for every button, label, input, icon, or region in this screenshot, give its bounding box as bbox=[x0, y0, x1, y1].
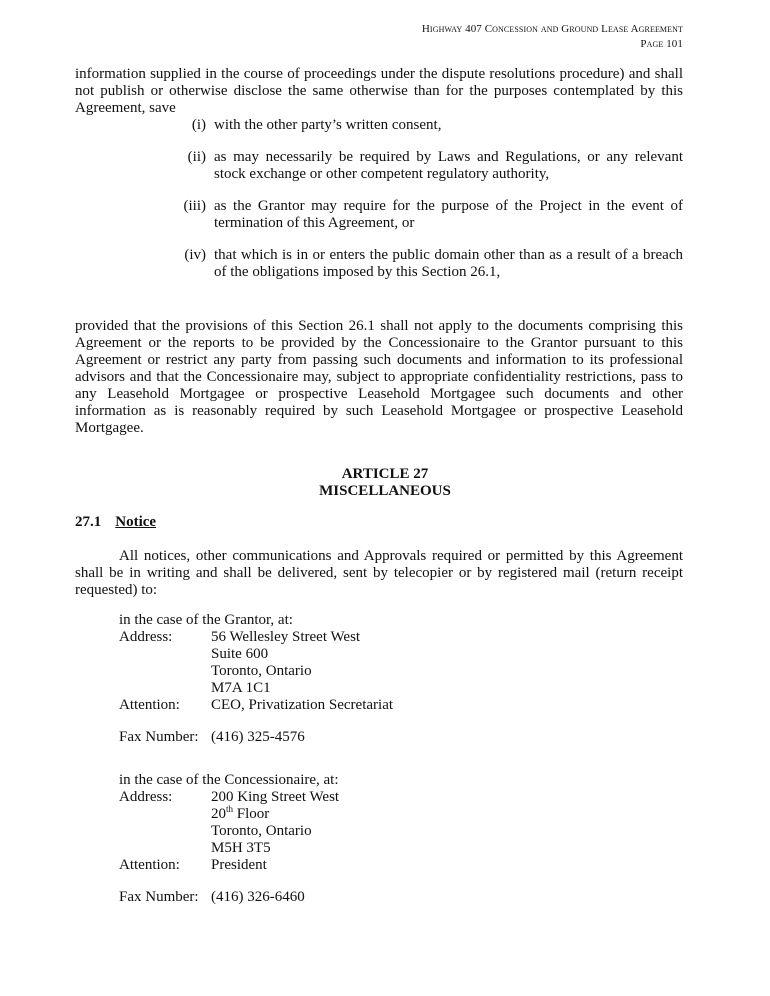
fax-label: Fax Number: bbox=[119, 729, 199, 745]
list-item-number: (iv) bbox=[184, 247, 206, 263]
address-line: Toronto, Ontario bbox=[211, 823, 312, 839]
floor-number: 20 bbox=[211, 806, 226, 822]
header-title: Highway 407 Concession and Ground Lease Agreement bbox=[421, 23, 683, 35]
list-item-number: (i) bbox=[191, 117, 206, 133]
list-item bbox=[170, 117, 683, 134]
list-item bbox=[170, 149, 683, 183]
paragraph-proviso: provided that the provisions of this Section 26.1 shall not apply to the documents comprising this Agreement or the reports to be provided by the Concessionaire to the Grantor pursuant to this Agreement or restrict any party from passing such documents and information to its professional advisors and that the Concessionaire may, subject to appropriate confidentiality restrictions, pass to any Leasehold Mortgagee or prospective Leasehold Mortgagee such documents and other information as is reasonably required by such Leasehold Mortgagee or prospective Leasehold Mortgagee. bbox=[75, 318, 683, 436]
list-item-text: as the Grantor may require for the purpose of the Project in the event of termination of this Agreement, or bbox=[214, 198, 683, 231]
paragraph-confidentiality-continued: information supplied in the course of proceedings under the dispute resolutions procedure) and shall not publish or otherwise disclose the same otherwise than for the purposes contemplated by this Agreement, save bbox=[75, 66, 683, 116]
address-line: 200 King Street West bbox=[211, 789, 340, 805]
fax-label: Fax Number: bbox=[119, 889, 199, 905]
fax-number: (416) 326-6460 bbox=[211, 889, 305, 905]
concessionaire-intro: in the case of the Concessionaire, at: bbox=[119, 772, 339, 788]
address-line: M5H 3T5 bbox=[211, 840, 271, 856]
address-line: M7A 1C1 bbox=[211, 680, 271, 696]
list-item-text: that which is in or enters the public domain other than as a result of a breach of the obligations imposed by this Section 26.1, bbox=[214, 247, 683, 280]
attention-label: Attention: bbox=[119, 857, 180, 873]
list-item-text: with the other party’s written consent, bbox=[214, 117, 442, 133]
address-label: Address: bbox=[119, 629, 173, 645]
address-line-floor bbox=[211, 806, 339, 823]
list-item bbox=[170, 247, 683, 281]
grantor-intro: in the case of the Grantor, at: bbox=[119, 612, 293, 628]
attention-value: CEO, Privatization Secretariat bbox=[211, 697, 394, 713]
list-item-number: (iii) bbox=[183, 198, 206, 214]
paragraph-notice: All notices, other communications and Approvals required or permitted by this Agreement shall be in writing and shall be delivered, sent by telecopier or by registered mail (return receipt requested) to: bbox=[75, 548, 683, 598]
list-item bbox=[170, 198, 683, 232]
list-item-text: as may necessarily be required by Laws and Regulations, or any relevant stock exchange or other competent regulatory authority, bbox=[214, 149, 683, 182]
attention-value: President bbox=[211, 857, 267, 873]
attention-label: Attention: bbox=[119, 697, 180, 713]
floor-word: Floor bbox=[233, 806, 270, 822]
fax-number: (416) 325-4576 bbox=[211, 729, 305, 745]
address-line: Suite 600 bbox=[211, 646, 269, 662]
address-label: Address: bbox=[119, 789, 173, 805]
article-number: ARTICLE 27 bbox=[341, 466, 429, 482]
grantor-address-block bbox=[119, 612, 393, 746]
section-title: Notice bbox=[115, 514, 157, 530]
header-page-number: Page 101 bbox=[640, 38, 683, 50]
section-heading bbox=[75, 514, 156, 531]
list-item-number: (ii) bbox=[187, 149, 206, 165]
running-header bbox=[422, 22, 683, 52]
concessionaire-address-block bbox=[119, 772, 339, 906]
section-number: 27.1 bbox=[75, 514, 102, 530]
article-title: MISCELLANEOUS bbox=[319, 483, 451, 499]
article-heading bbox=[0, 466, 770, 500]
floor-ordinal-suffix: th bbox=[226, 804, 234, 814]
exceptions-list bbox=[170, 117, 683, 296]
address-line: 56 Wellesley Street West bbox=[211, 629, 361, 645]
address-line: Toronto, Ontario bbox=[211, 663, 312, 679]
